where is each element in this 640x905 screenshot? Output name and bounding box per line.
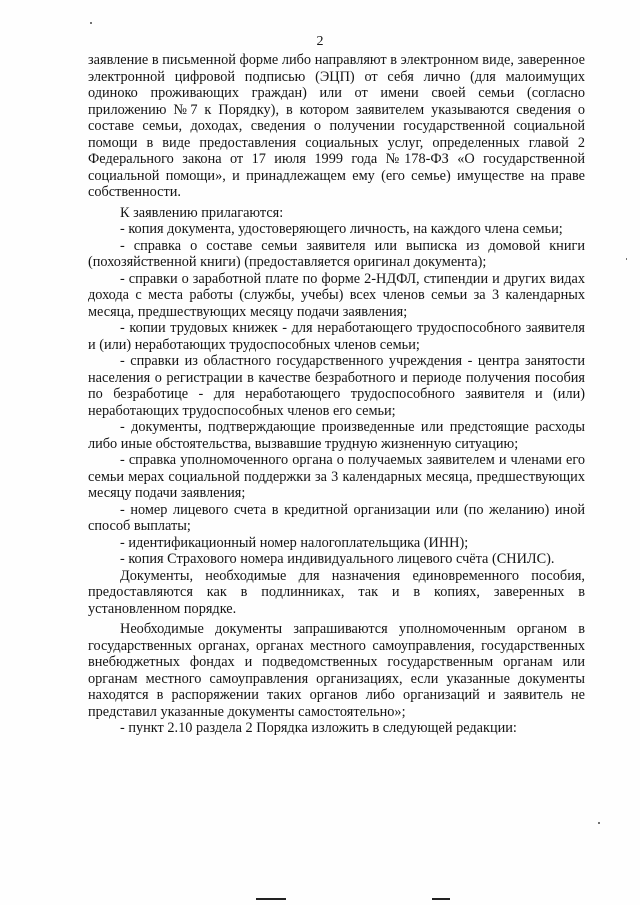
paragraph-application-continuation: заявление в письменной форме либо направляют в электронном виде, заверенное электронной цифровой подписью (ЭЦП) от себя лично (для малоимущих одиноко проживающих граждан) или от имени своей семьи (согласно приложению №7 к Порядку), в котором заявителем указываются сведения о составе семьи, доходах, сведения о получении государственной социальной помощи в виде предоставления социальных услуг, определенных главой 2 Федерального закона от 17 июля 1999 года №178-ФЗ «О государственной социальной помощи», и принадлежащем ему (его семье) имуществе на праве собственности. (88, 52, 585, 200)
list-item-inn: - идентификационный номер налогоплательщика (ИНН); (120, 534, 469, 551)
list-item-expense-documents: - документы, подтверждающие произведенные или предстоящие расходы либо иные обстоятельства, вызвавшие трудную жизненную ситуацию; (88, 419, 585, 452)
list-item-work-books: - копии трудовых книжек - для неработающего трудоспособного заявителя и (или) неработающих трудоспособных членов семьи; (88, 320, 585, 353)
scan-speck (90, 22, 92, 24)
list-item-family-certificate: - справка о составе семьи заявителя или выписка из домовой книги (похозяйственной книги) (предоставляется оригинал документа); (88, 237, 585, 270)
list-item-employment-center-certificates: - справки из областного государственного учреждения - центра занятости населения о регистрации в качестве безработного и периоде получения пособия по безработице - для неработающего трудоспособного заявителя и (или) неработающих трудоспособных членов его семьи; (88, 353, 585, 419)
scan-edge-mark (432, 898, 450, 900)
paragraph-documents-request: Необходимые документы запрашиваются уполномоченным органом в государственных органах, органах местного самоуправления, государственных внебюджетных фондах и подведомственных государственным органам или органам местного самоуправления организациях, если указанные документы находятся в распоряжении таких органов либо организаций и заявитель не представил указанные документы самостоятельно»; (88, 621, 585, 720)
page-number: 2 (316, 34, 324, 49)
list-item-snils: - копия Страхового номера индивидуального лицевого счёта (СНИЛС). (120, 551, 555, 567)
scan-speck (626, 258, 627, 260)
scan-speck (598, 822, 600, 824)
list-item-bank-account: - номер лицевого счета в кредитной организации или (по желанию) иной способ выплаты; (88, 501, 585, 534)
paragraph-clause-2-10: - пункт 2.10 раздела 2 Порядка изложить в следующей редакции: (120, 720, 517, 736)
list-item-social-support-certificate: - справка уполномоченного органа о получаемых заявителем и членами его семьи мерах социальной поддержки за 3 календарных месяца, предшествующих месяцу подачи заявления; (88, 452, 585, 501)
list-item-salary-certificates: - справки о заработной плате по форме 2-НДФЛ, стипендии и других видах дохода с места работы (службы, учебы) всех членов семьи за 3 календарных месяца, предшествующих месяцу подачи заявления; (88, 270, 585, 320)
list-item-identity-document: - копия документа, удостоверяющего личность, на каждого члена семьи; (120, 221, 563, 237)
paragraph-attachments-heading: К заявлению прилагаются: (120, 204, 284, 221)
paragraph-documents-form: Документы, необходимые для назначения единовременного пособия, предоставляются как в подлинниках, так и в копиях, заверенных в установленном порядке. (88, 567, 585, 617)
document-body (88, 52, 585, 737)
scan-edge-mark (256, 898, 286, 900)
